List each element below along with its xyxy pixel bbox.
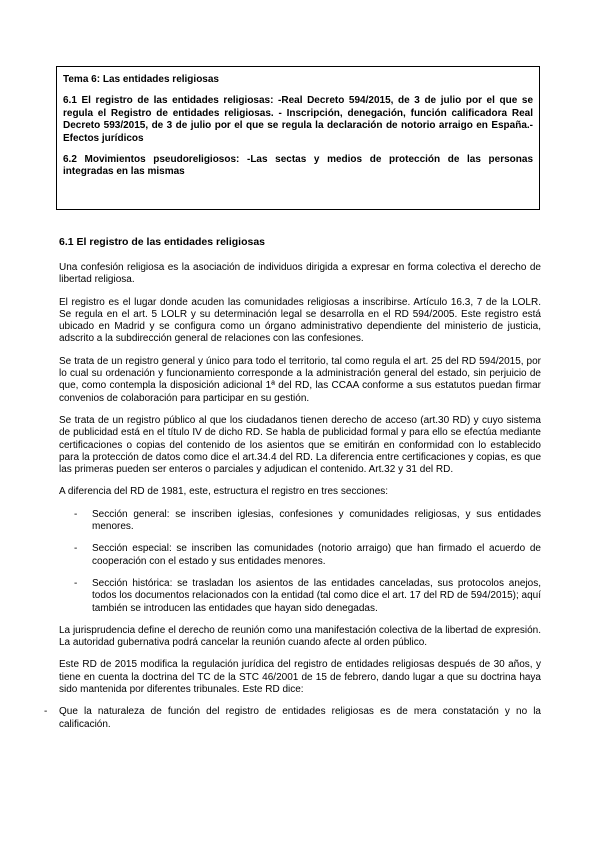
paragraph: Una confesión religiosa es la asociación de individuos dirigida a expresar en forma colectiva el derecho de libertad religiosa. [59, 262, 541, 286]
list-item-text: Sección general: se inscriben iglesias, confesiones y comunidades religiosas, y sus entidades menores. [92, 508, 541, 533]
list-item [59, 543, 541, 568]
list-item-text: Que la naturaleza de función del registro de entidades religiosas es de mera constatación y no la calificación. [59, 706, 541, 730]
topic-section-2: 6.2 Movimientos pseudoreligiosos: -Las sectas y medios de protección de las personas integradas en las mismas [63, 154, 533, 178]
paragraph: El registro es el lugar donde acuden las comunidades religiosas a inscribirse. Artículo 16.3, 7 de la LOLR. Se regula en el art. 5 LOLR y su determinación legal se desarrolla en el RD 594/2005. Este registro está ubicado en Madrid y se configura como un órgano administrativo dependiente del ministerio de justicia, adscrito a la subdirección general de relaciones con las confesiones. [59, 296, 541, 345]
section-heading: 6.1 El registro de las entidades religiosas [59, 236, 266, 248]
paragraph: Se trata de un registro general y único para todo el territorio, tal como regula el art. 25 del RD 594/2015, por lo cual su ordenación y funcionamiento corresponde a la administración general del estado, sin perjuicio de que, como contempla la disposición adicional 1ª del RD, las CCAA conforme a sus estatutos puedan firmar convenios de colaboración para participar en su gestión. [59, 355, 541, 404]
paragraph: Este RD de 2015 modifica la regulación jurídica del registro de entidades religiosas después de 30 años, y tiene en cuenta la doctrina del TC de la STC 46/2001 de 15 de febrero, dando lugar a que su doctrina haya sido mantenida por diferentes tribunales. Este RD dice: [59, 659, 541, 696]
topic-summary-box [56, 66, 540, 210]
list-item-text: Sección especial: se inscriben las comunidades (notorio arraigo) que han firmado el acuerdo de cooperación con el estado y sus entidades menores. [92, 543, 541, 567]
list-dash: - [44, 706, 48, 718]
list-item [59, 509, 541, 534]
sections-list [59, 509, 541, 615]
list-item [44, 706, 541, 731]
main-content [44, 236, 541, 731]
final-list [44, 706, 541, 731]
paragraph: Se trata de un registro público al que los ciudadanos tienen derecho de acceso (art.30 RD) y cuyo sistema de publicidad está en el título IV de dicho RD. Se habla de publicidad formal y para ello se efectúa mediante certificaciones o copias del contenido de los asientos que se emitirán en conformidad con lo establecido para la protección de datos como dice el art.34.4 del RD. La diferencia entre certificaciones y copias, es que las primeras pueden ser enteros o parciales y adjudican el contenido. Art.32 y 31 del RD. [59, 414, 541, 476]
list-dash: - [74, 577, 78, 589]
list-dash: - [74, 508, 78, 520]
list-item [59, 578, 541, 615]
topic-title: Tema 6: Las entidades religiosas [63, 74, 219, 85]
paragraph: A diferencia del RD de 1981, este, estructura el registro en tres secciones: [59, 486, 389, 498]
list-item-text: Sección histórica: se trasladan los asientos de las entidades canceladas, sus protocolos anejos, todos los documentos relacionados con la entidad (tal como dice el art. 17 del RD de 594/2015); aquí también se introducen las entidades que hayan sido denegadas. [92, 577, 541, 614]
paragraph: La jurisprudencia define el derecho de reunión como una manifestación colectiva de la libertad de expresión. La autoridad gubernativa podrá cancelar la reunión cuando afecte al orden público. [59, 624, 541, 649]
topic-section-1: 6.1 El registro de las entidades religiosas: -Real Decreto 594/2015, de 3 de julio por el que se regula el Registro de entidades religiosas. - Inscripción, denegación, función calificadora Real Decreto 593/2015, de 3 de julio por el que se regula la declaración de notorio arraigo en España.- Efectos jurídicos [63, 95, 533, 144]
list-dash: - [74, 543, 78, 555]
